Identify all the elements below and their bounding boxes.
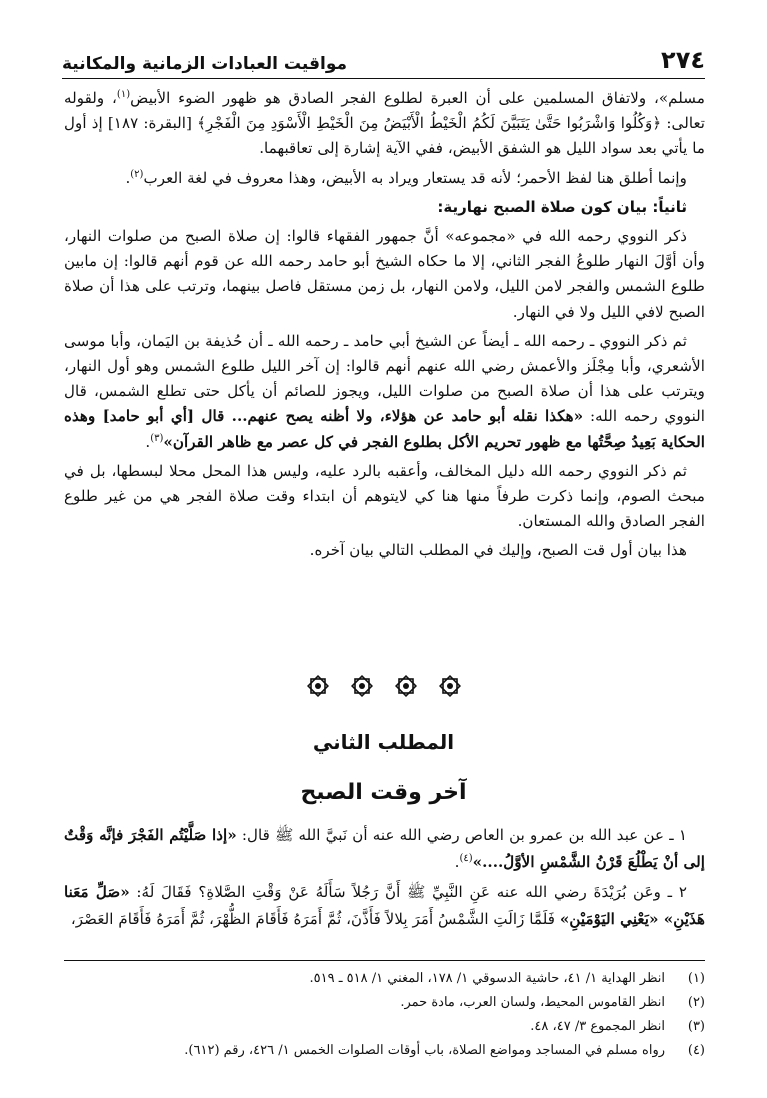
footnote-ref-1: (١) <box>116 88 131 100</box>
hadith-1: ١ ـ عن عبد الله بن عمرو بن العاص رضي الله عنه أن نَبيَّ الله ﷺ قال: «إذا صَلَّيْتُم الفَجْرَ فإنَّه وَقْتٌ إلى أنْ يَطْلُعَ قَرْنُ الشَّمْسِ الأوَّلُ....»$^{(٤)}$. <box>64 826 705 871</box>
ornament-icon <box>307 675 329 697</box>
paragraph-2: وإنما أطلق هنا لفظ الأحمر؛ لأنه قد يستعار ويراد به الأبيض، وهذا معروف في لغة العرب$^{(٢)}$. <box>125 168 687 187</box>
ornament-divider <box>0 675 767 701</box>
paragraph-6: هذا بيان أول قت الصبح، وإليك في المطلب التالي بيان آخره. <box>309 541 687 560</box>
footnote-item: (٢) انظر القاموس المحيط، ولسان العرب، مادة حمر. <box>400 995 705 1010</box>
footnote-ref-2: (٢) <box>130 168 144 180</box>
ornament-icon <box>439 675 461 697</box>
ornament-icon <box>351 675 373 697</box>
paragraph-1: مسلم»، ولاتفاق المسلمين على أن العبرة لطلوع الفجر الصادق هو ظهور الضوء الأبيض$^{(١)}$، ولقوله تعالى: ﴿وَكُلُوا وَاشْرَبُوا حَتَّىٰ يَتَبَيَّنَ لَكُمُ الْخَيْطُ الْأَبْيَضُ مِنَ الْخَيْطِ الْأَسْوَدِ مِنَ الْفَجْرِ﴾ [البقرة: ١٨٧] إذ أول ما يأتي بعد سواد الليل هو الشفق الأبيض، ففي الآية إشارة إلى تعاقبهما. <box>64 88 706 158</box>
footnote-item: (٣) انظر المجموع ٣/ ٤٧، ٤٨. <box>530 1019 705 1034</box>
subheading-second: ثانياً: بيان كون صلاة الصبح نهارية: <box>437 197 687 216</box>
hadith-list <box>64 822 705 936</box>
hadith-1-text: «إذا صَلَّيْتُم الفَجْرَ فإنَّه وَقْتٌ إلى أنْ يَطْلُعَ قَرْنُ الشَّمْسِ الأوَّلُ....» <box>64 826 705 871</box>
hadith-2-text: «صَلِّ مَعَنا هَذَيْنِ» «يَعْنِي اليَوْمَيْنِ» <box>64 883 705 928</box>
paragraph-5: ثم ذكر النووي رحمه الله دليل المخالف، وأعقبه بالرد عليه، وليس هذا المحل محلا لبسطها، بل في مبحث الصوم، وإنما ذكرت طرفاً منها هنا كي لايتوهم أن ابتداء وقت صلاة الفجر هي من غير طلوع الفجر الصادق والله المستعان. <box>64 461 705 531</box>
paragraph-3: ذكر النووي رحمه الله في «مجموعه» أنَّ جمهور الفقهاء قالوا: إن صلاة الصبح من صلوات النهار، وأن أوَّلَ النهار طلوعُ الفجر الثاني، إلا ما حكاه الشيخ أبو حامد رحمه الله عن قوم أنهم قالوا: إن مابين طلوع الشمس والفجر لامن الليل، ولامن النهار، بل زمن مستقل فاصل بينهما، وترتب على هذا أن صلاة الصبح لافي الليل ولا في النهار. <box>64 227 705 321</box>
footnote-ref-4: (٤) <box>459 852 473 864</box>
hadith-2: ٢ ـ وعَن بُرَيْدَةَ رضي الله عنه عَنِ النَّبِيِّ ﷺ أَنَّ رَجُلاً سَأَلَهُ عَنْ وَقْتِ الصَّلاةِ؟ فَقَالَ لَهُ: «صَلِّ مَعَنا هَذَيْنِ» «يَعْنِي اليَوْمَيْنِ» فَلَمَّا زَالَتِ الشَّمْسُ أَمَرَ بِلالاً فَأَذَّنَ، ثُمَّ أَمَرَهُ فَأَقَامَ الظُّهْرَ، ثُمَّ أَمَرَهُ فَأَقَامَ العَصْرَ، <box>64 883 705 928</box>
section-title: المطلب الثاني <box>312 730 455 754</box>
page-header <box>62 36 705 79</box>
footnotes <box>64 960 705 1063</box>
footnote-ref-3: (٣) <box>150 432 164 444</box>
body-text <box>64 86 705 568</box>
running-title: مواقيت العبادات الزمانية والمكانية <box>62 54 347 74</box>
ornament-icon <box>395 675 417 697</box>
footnote-item: (١) انظر الهداية ١/ ٤١، حاشية الدسوقي ١/ ١٧٨، المغني ١/ ٥١٨ ـ ٥١٩. <box>309 971 705 986</box>
footnote-item: (٤) رواه مسلم في المساجد ومواضع الصلاة، باب أوقات الصلوات الخمس ١/ ٤٢٦، رقم (٦١٢). <box>184 1043 705 1058</box>
nawawi-quote: «هكذا نقله أبو حامد عن هؤلاء، ولا أظنه يصح عنهم... قال [أي أبو حامد] وهذه الحكاية بَعِيدُ صِحَّتُها مع ظهور تحريم الأكل بطلوع الفجر في كل عصر مع ظاهر القرآن» <box>64 407 705 451</box>
section-subtitle: آخر وقت الصبح <box>300 780 467 805</box>
paragraph-4: ثم ذكر النووي ـ رحمه الله ـ أيضاً عن الشيخ أبي حامد ـ رحمه الله ـ أن حُذيفة بن اليَمان، وأبا موسى الأشعري، وأبا مِجْلَز والأعمش رضي الله عنهم أنهم قالوا: إن آخر الليل طلوع الشمس وهو أول النهار، ويترتب على هذا أن صلاة الصبح من صلوات الليل، ويجوز للصائم أن يأكل حتى تطلع الشمس، قال النووي رحمه الله: «هكذا نقله أبو حامد عن هؤلاء، ولا أظنه يصح عنهم... قال [أي أبو حامد] وهذه الحكاية بَعِيدُ صِحَّتُها مع ظهور تحريم الأكل بطلوع الفجر في كل عصر مع ظاهر القرآن»$^{(٣)}$. <box>64 331 706 451</box>
page-number: ٢٧٤ <box>661 46 705 74</box>
